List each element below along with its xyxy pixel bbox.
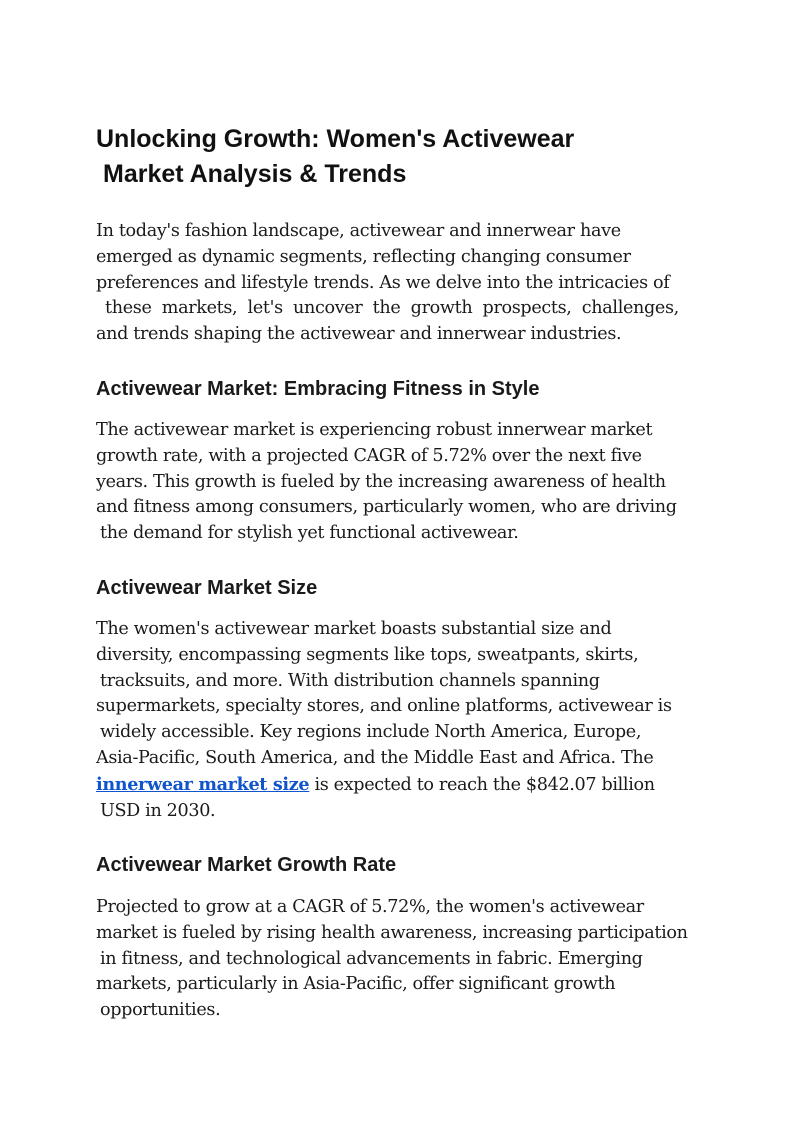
section1-line: the demand for stylish yet functional activewear. <box>100 523 519 544</box>
section2-line: supermarkets, specialty stores, and online platforms, activewear is <box>96 696 672 717</box>
section1-line: The activewear market is experiencing robust innerwear market <box>96 420 653 440</box>
intro-line: preferences and lifestyle trends. As we delve into the intricacies of <box>96 272 670 293</box>
section2-line: USD in 2030. <box>100 800 216 821</box>
section3-line: opportunities. <box>100 1000 221 1021</box>
section3-line: Projected to grow at a CAGR of 5.72%, the women's activewear <box>96 897 644 917</box>
section1-line: years. This growth is fueled by the increasing awareness of health <box>96 471 666 492</box>
section3-paragraph <box>96 895 716 1024</box>
section2-paragraph <box>96 617 716 824</box>
intro-line: In today's fashion landscape, activewear and innerwear have <box>96 221 621 241</box>
section2-line: Asia-Pacific, South America, and the Middle East and Africa. The <box>96 747 654 768</box>
section1-line: and fitness among consumers, particularly women, who are driving <box>96 497 677 518</box>
title-line-1: Unlocking Growth: Women's Activewear <box>96 125 575 153</box>
section2-after-link: is expected to reach the $842.07 billion <box>314 774 655 795</box>
intro-paragraph <box>96 219 716 348</box>
section1-paragraph <box>96 418 716 547</box>
section-heading-activewear-market: Activewear Market: Embracing Fitness in Style <box>96 378 540 400</box>
section2-line: The women's activewear market boasts substantial size and <box>96 619 612 639</box>
intro-line: and trends shaping the activewear and innerwear industries. <box>96 324 622 345</box>
section2-line: widely accessible. Key regions include North America, Europe, <box>100 722 642 743</box>
section2-link-line <box>96 772 716 799</box>
section2-line: diversity, encompassing segments like tops, sweatpants, skirts, <box>96 644 639 665</box>
section2-line: tracksuits, and more. With distribution channels spanning <box>100 670 600 691</box>
section-heading-growth-rate: Activewear Market Growth Rate <box>96 854 397 876</box>
intro-line: these markets, let's uncover the growth prospects, challenges, <box>105 298 679 319</box>
title-line-2: Market Analysis & Trends <box>103 160 407 188</box>
section-heading-market-size: Activewear Market Size <box>96 577 318 599</box>
page-title <box>96 122 706 192</box>
section3-line: markets, particularly in Asia-Pacific, offer significant growth <box>96 974 616 995</box>
innerwear-market-size-link[interactable]: innerwear market size <box>96 773 310 795</box>
section1-line: growth rate, with a projected CAGR of 5.72% over the next five <box>96 445 642 466</box>
section3-line: market is fueled by rising health awareness, increasing participation <box>96 922 688 943</box>
section3-line: in fitness, and technological advancements in fabric. Emerging <box>100 948 643 969</box>
intro-line: emerged as dynamic segments, reflecting changing consumer <box>96 246 631 267</box>
